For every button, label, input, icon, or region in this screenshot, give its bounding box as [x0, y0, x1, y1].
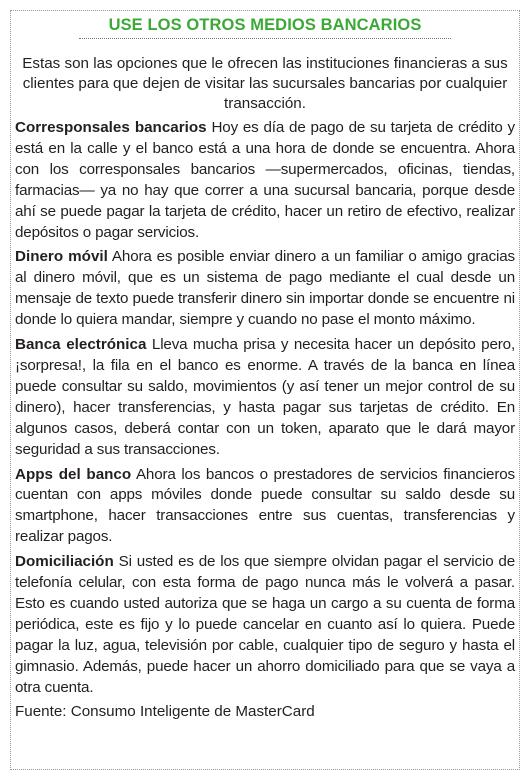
- section-heading: Domiciliación: [15, 553, 114, 571]
- section-text: Hoy es día de pago de su tarjeta de crédito y está en la calle y el banco está a una hora de donde se encuentra. Ahora con los corresponsales bancarios —supermercados, oficinas, tiendas, farmacias— ya no hay que correr a una sucursal bancaria, porque desde ahí se puede pagar la tarjeta de crédito, hacer un retiro de efectivo, realizar depósitos o pagar servicios.: [15, 119, 516, 241]
- section-text: Lleva mucha prisa y necesita hacer un depósito pero, ¡sorpresa!, la fila en el banco es enorme. A través de la banca en línea puede consultar su saldo, movimientos (y así tener un mejor control de su dinero), hacer transferencias, y hasta pagar sus tarjetas de crédito. En algunos casos, deberá contar con un token, aparato que le dará mayor seguridad a sus transacciones.: [15, 336, 516, 458]
- sidebar-box: [10, 10, 520, 770]
- section-text: Ahora es posible enviar dinero a un familiar o amigo gracias al dinero móvil, que es un sistema de pago mediante el cual desde un mensaje de texto puede transferir dinero sin importar donde se encuentre ni donde lo quiera mandar, siempre y cuando no pase el monto máximo.: [15, 248, 515, 329]
- section-heading: Corresponsales bancarios: [15, 119, 207, 136]
- section-apps-banco: [15, 465, 515, 549]
- section-banca-electronica: [15, 335, 515, 460]
- intro-paragraph: Estas son las opciones que le ofrecen las instituciones financieras a sus clientes para que dejen de visitar las sucursales bancarias por cualquier transacción.: [22, 55, 508, 112]
- section-text: Si usted es de los que siempre olvidan pagar el servicio de telefonía celular, con esta forma de pago nunca más le volverá a pasar. Esto es cuando usted autoriza que se haga un cargo a su cuenta de forma periódica, este es fijo y lo puede cancelar en cuanto así lo quiera. Puede pagar la luz, agua, televisión por cable, cualquier tipo de seguro y hasta el gimnasio. Además, puede hacer un ahorro domiciliado para que se vaya a otra cuenta.: [15, 553, 515, 696]
- section-text: Ahora los bancos o prestadores de servicios financieros cuentan con apps móviles donde puede consultar su saldo desde su smartphone, hacer transacciones entre sus cuentas, transferencias y realizar pagos.: [15, 465, 516, 546]
- section-heading: Dinero móvil: [15, 248, 108, 266]
- source-credit: Fuente: Consumo Inteligente de MasterCard: [15, 703, 315, 721]
- box-title: USE LOS OTROS MEDIOS BANCARIOS: [79, 16, 451, 39]
- section-heading: Apps del banco: [15, 465, 132, 483]
- section-heading: Banca electrónica: [15, 336, 147, 354]
- section-dinero-movil: [15, 247, 515, 331]
- section-domiciliacion: [15, 552, 515, 698]
- section-corresponsales: [15, 118, 515, 243]
